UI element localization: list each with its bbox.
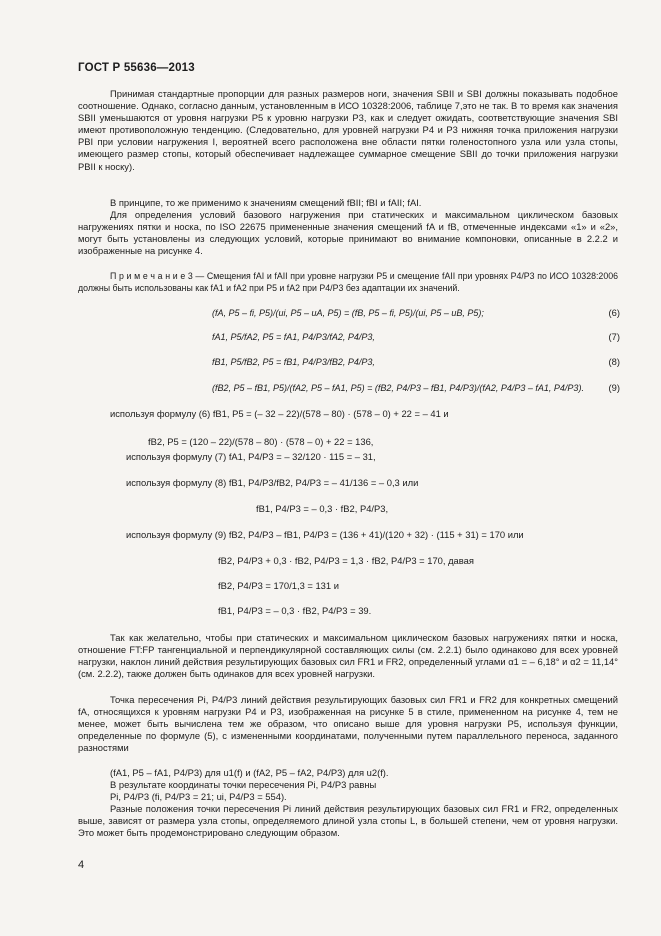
paragraph-coordinates: В результате координаты точки пересечения Pi, P4/P3 равны: [110, 779, 377, 790]
equation-7: fA1, P5/fA2, P5 = fA1, P4/P3/fA2, P4/P3,: [212, 332, 375, 342]
calc-line-5: fB1, P4/P3 = – 0,3 · fB2, P4/P3,: [256, 503, 389, 514]
equation-8: fB1, P5/fB2, P5 = fB1, P4/P3/fB2, P4/P3,: [212, 357, 375, 367]
paragraph-ratio: Так как желательно, чтобы при статических и максимальном циклическом базовых нагружениях пятки и носка, отношение FT:FP тангенциальной и перпендикулярной составляющих силы (см. 2.2.1) было одинаково для всех уровней нагрузки, наклон линий действия результирующих базовых сил FR1 и FR2, определенный углами α1 = – 6,18° и α2 = 11,14° (см. 2.2.2), также должен быть одинаков для всех уровней нагрузки.: [78, 632, 618, 680]
equation-number-6: (6): [608, 307, 620, 318]
formula-differences: (fA1, P5 – fA1, P4/P3) для u1(f) и (fA2, P5 – fA2, P4/P3) для u2(f).: [110, 767, 389, 778]
page-title: ГОСТ Р 55636—2013: [78, 62, 195, 74]
calc-line-4: используя формулу (8) fB1, P4/P3/fB2, P4/P3 = – 41/136 = – 0,3 или: [126, 477, 419, 488]
page-number: 4: [78, 859, 85, 871]
calc-line-6: используя формулу (9) fB2, P4/P3 – fB1, P4/P3 = (136 + 41)/(120 + 32) · (115 + 31) = 170 или: [126, 529, 524, 540]
equation-number-8: (8): [608, 356, 620, 367]
calc-line-2: fB2, P5 = (120 – 22)/(578 – 80) · (578 – 0) + 22 = 136,: [148, 436, 374, 447]
note-3: П р и м е ч а н и е 3 — Смещения fAI и fAII при уровне нагрузки P5 и смещение fAII при уровнях P4/P3 по ИСО 10328:2006 должны быть использованы как fA1 и fA2 при P5 и fA2 при P4/P3 без адаптации их значений.: [78, 271, 618, 294]
equation-6: (fA, P5 – fi, P5)/(ui, P5 – uA, P5) = (fB, P5 – fi, P5)/(ui, P5 – uB, P5);: [212, 308, 484, 318]
paragraph-offsets: В принципе, то же применимо к значениям смещений fBII; fBI и fAII; fAI.: [110, 197, 422, 208]
calc-line-3: используя формулу (7) fA1, P4/P3 = – 32/120 · 115 = – 31,: [126, 451, 376, 462]
calc-line-7: fB2, P4/P3 + 0,3 · fB2, P4/P3 = 1,3 · fB2, P4/P3 = 170, давая: [218, 555, 474, 566]
paragraph-positions: Разные положения точки пересечения Pi линий действия результирующих базовых сил FR1 и FR2, определенных выше, зависят от размера узла стопы, определяемого длиной узла стопы L, в большей степени, чем от уровня нагрузки. Это может быть продемонстрировано следующим образом.: [78, 803, 618, 839]
equation-number-9: (9): [608, 382, 620, 393]
calc-line-8: fB2, P4/P3 = 170/1,3 = 131 и: [218, 580, 339, 591]
formula-coordinates: Pi, P4/P3 (fi, P4/P3 = 21; ui, P4/P3 = 554).: [110, 791, 287, 802]
paragraph-proportions: Принимая стандартные пропорции для разных размеров ноги, значения SBII и SBI должны показывать подобное соотношение. Однако, согласно данным, установленным в ИСО 10328:2006, таблице 7,это не так. В то время как значения SBII уменьшаются от уровня нагрузки P5 к уровню нагрузки P3, как и следует ожидать, соответствующие значения SBI имеют противоположную тенденцию. (Следовательно, для уровней нагрузки P4 и P3 нижняя точка приложения нагрузки PBI при условии нагружения I, вероятней всего расположена вне области пятки голеностопного узла или узла стопы, имеющего размер стопы, который обеспечивает надлежащее суммарное смещение SBII до точки приложения нагрузки PBII к носку).: [78, 88, 618, 172]
calc-line-1: используя формулу (6) fB1, P5 = (– 32 – 22)/(578 – 80) · (578 – 0) + 22 = – 41 и: [110, 408, 449, 419]
paragraph-conditions: Для определения условий базового нагружения при статических и максимальном циклическом базовых нагружениях пятки и носка, по ISO 22675 примененные значения смещений fA и fB, отмеченные индексами «1» и «2», могут быть установлены из следующих условий, которые принимают во внимание компоновки, описанные в 2.2.2 и изображенные на рисунке 4.: [78, 209, 618, 257]
calc-line-9: fB1, P4/P3 = – 0,3 · fB2, P4/P3 = 39.: [218, 605, 372, 616]
equation-number-7: (7): [608, 331, 620, 342]
paragraph-intersection: Точка пересечения Pi, P4/P3 линий действия результирующих базовых сил FR1 и FR2 для конкретных смещений fA, относящихся к уровням нагрузки P4 и P3, изображенная на рисунке 5 в стиле, примененном на рисунке 4, тем не менее, может быть вычислена тем же образом, что описано выше для уровня нагрузки P5, используя функции, определенные по формуле (5), с измененными координатами, полученными путем параллельного переноса, заданного разностями: [78, 694, 618, 754]
equation-9: (fB2, P5 – fB1, P5)/(fA2, P5 – fA1, P5) = (fB2, P4/P3 – fB1, P4/P3)/(fA2, P4/P3 – fA1, P4/P3).: [212, 383, 584, 393]
